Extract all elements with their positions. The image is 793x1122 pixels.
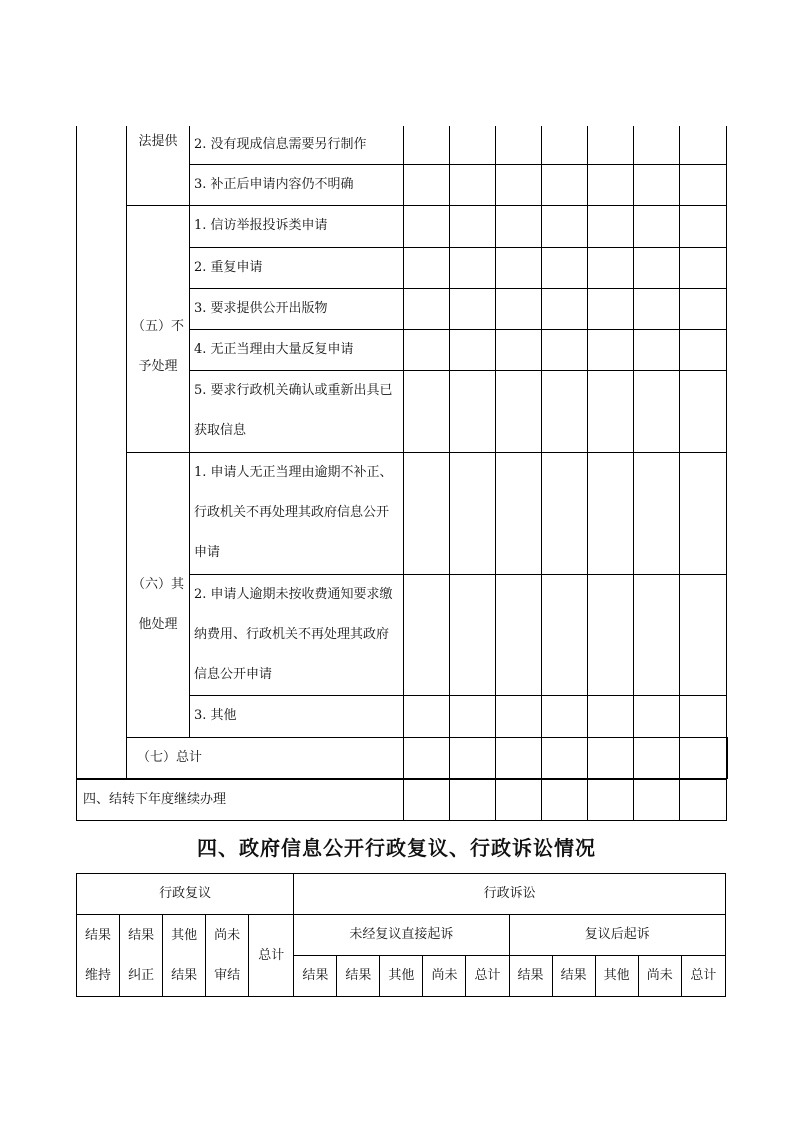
table-cell	[404, 247, 450, 288]
table-cell	[680, 205, 727, 247]
review-col-3: 其他 结果	[163, 915, 206, 997]
table-cell	[450, 288, 496, 329]
item-liu-3: 3. 其他	[190, 695, 404, 737]
header-litigation: 行政诉讼	[294, 874, 726, 915]
table-cell	[634, 574, 680, 695]
table-cell	[404, 574, 450, 695]
table-cell	[680, 247, 727, 288]
after-review-col: 总计	[681, 956, 725, 997]
row-total: （七）总计	[127, 737, 404, 778]
carryover-table	[76, 779, 727, 821]
table-cell	[542, 780, 588, 821]
table-cell	[404, 205, 450, 247]
table-cell	[542, 370, 588, 452]
header-review: 行政复议	[77, 874, 294, 915]
table-cell	[404, 737, 450, 778]
table-cell	[634, 737, 680, 778]
table-cell	[588, 247, 634, 288]
table-cell	[542, 164, 588, 205]
table-cell	[588, 329, 634, 370]
table-cell	[542, 247, 588, 288]
table-cell	[404, 370, 450, 452]
table-cell	[634, 780, 680, 821]
item-wu-1: 1. 信访举报投诉类申请	[190, 205, 404, 247]
table-cell	[496, 780, 542, 821]
table-cell	[496, 370, 542, 452]
table-cell	[634, 288, 680, 329]
section-title: 四、政府信息公开行政复议、行政诉讼情况	[197, 836, 596, 860]
table-cell	[542, 695, 588, 737]
review-col-4: 尚未 审结	[206, 915, 249, 997]
table-cell	[680, 164, 727, 205]
table-cell	[588, 164, 634, 205]
item-fa-3: 3. 补正后申请内容仍不明确	[190, 164, 404, 205]
table-cell	[680, 370, 727, 452]
table-cell	[496, 205, 542, 247]
table-cell	[542, 288, 588, 329]
direct-col: 尚未	[423, 956, 466, 997]
header-after-review-suit: 复议后起诉	[509, 915, 725, 956]
review-col-2: 结果 纠正	[120, 915, 163, 997]
table-cell	[542, 737, 588, 778]
direct-col: 其他	[380, 956, 423, 997]
table-cell	[634, 247, 680, 288]
item-wu-4: 4. 无正当理由大量反复申请	[190, 329, 404, 370]
table-cell	[634, 452, 680, 574]
table-cell	[450, 247, 496, 288]
table-cell	[450, 780, 496, 821]
outer-category-cell	[77, 126, 127, 778]
item-liu-1: 1. 申请人无正当理由逾期不补正、行政机关不再处理其政府信息公开申请	[190, 452, 404, 574]
table-cell	[634, 695, 680, 737]
table-cell	[588, 574, 634, 695]
table-cell	[496, 695, 542, 737]
table-cell	[542, 205, 588, 247]
table-cell	[588, 205, 634, 247]
category-fa: 法提供	[127, 126, 190, 205]
table-cell	[450, 329, 496, 370]
item-liu-2: 2. 申请人逾期未按收费通知要求缴纳费用、行政机关不再处理其政府信息公开申请	[190, 574, 404, 695]
table-cell	[634, 205, 680, 247]
table-cell	[680, 737, 727, 778]
table-cell	[404, 164, 450, 205]
header-direct-suit: 未经复议直接起诉	[294, 915, 509, 956]
table-cell	[680, 695, 727, 737]
table-cell	[450, 452, 496, 574]
item-wu-2: 2. 重复申请	[190, 247, 404, 288]
table-cell	[634, 164, 680, 205]
table-cell	[496, 574, 542, 695]
table-cell	[496, 452, 542, 574]
table-cell	[634, 370, 680, 452]
review-litigation-table	[76, 873, 726, 997]
direct-col: 总计	[466, 956, 509, 997]
review-col-1: 结果 维持	[77, 915, 120, 997]
table-cell	[496, 247, 542, 288]
direct-col: 结果	[294, 956, 337, 997]
table-cell	[404, 288, 450, 329]
direct-col: 结果	[337, 956, 380, 997]
table-cell	[680, 329, 727, 370]
table-cell	[404, 695, 450, 737]
after-review-col: 结果	[552, 956, 595, 997]
table-cell	[450, 205, 496, 247]
table-cell	[680, 574, 727, 695]
item-wu-3: 3. 要求提供公开出版物	[190, 288, 404, 329]
table-cell	[450, 574, 496, 695]
table-cell	[404, 780, 450, 821]
table-cell	[588, 737, 634, 778]
table-cell	[450, 164, 496, 205]
table-cell	[404, 329, 450, 370]
item-wu-5: 5. 要求行政机关确认或重新出具已获取信息	[190, 370, 404, 452]
table-cell	[450, 695, 496, 737]
table-cell	[496, 329, 542, 370]
table-cell	[450, 737, 496, 778]
review-total: 总计	[249, 915, 294, 997]
applications-table	[76, 126, 728, 779]
table-cell	[496, 164, 542, 205]
table-cell	[634, 329, 680, 370]
table-cell	[680, 452, 727, 574]
table-cell	[588, 370, 634, 452]
category-liu: （六）其 他处理	[127, 452, 190, 737]
after-review-col: 尚未	[638, 956, 681, 997]
table-cell	[588, 288, 634, 329]
table-cell	[404, 452, 450, 574]
table-cell	[496, 737, 542, 778]
item-fa-2: 2. 没有现成信息需要另行制作	[190, 126, 404, 164]
table-cell	[542, 329, 588, 370]
table-cell	[542, 452, 588, 574]
table-cell	[588, 780, 634, 821]
category-wu: （五）不 予处理	[127, 205, 190, 452]
after-review-col: 结果	[509, 956, 552, 997]
row-carryover: 四、结转下年度继续办理	[77, 780, 404, 821]
table-cell	[496, 288, 542, 329]
table-cell	[680, 780, 727, 821]
table-cell	[542, 574, 588, 695]
table-cell	[588, 695, 634, 737]
after-review-col: 其他	[595, 956, 638, 997]
table-cell	[450, 370, 496, 452]
table-cell	[680, 288, 727, 329]
table-cell	[588, 452, 634, 574]
